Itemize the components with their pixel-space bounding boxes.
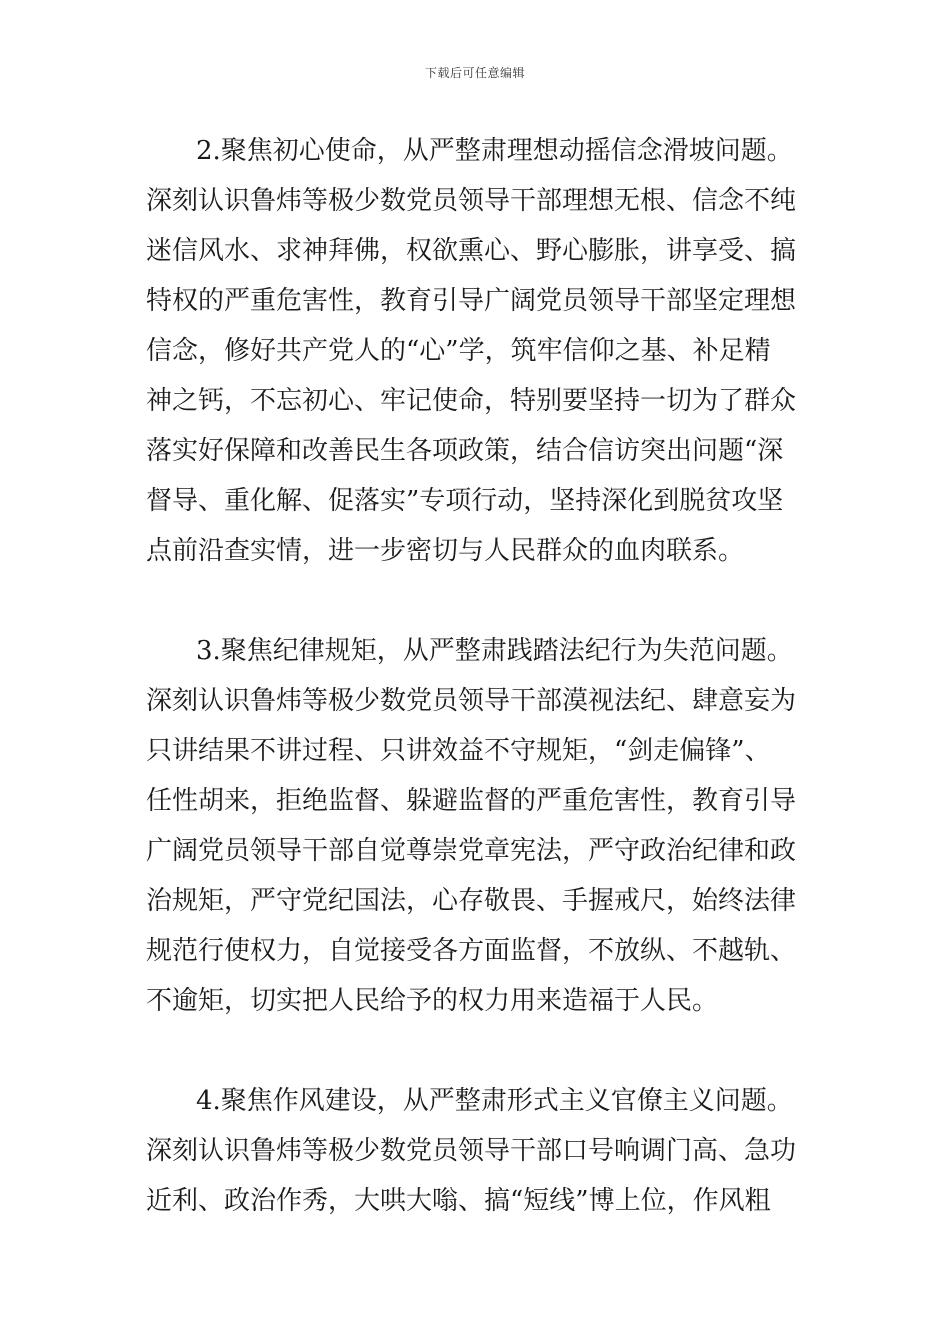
page-header: 下载后可任意编辑 bbox=[424, 66, 525, 80]
paragraph-line: 规范行使权力，自觉接受各方面监督，不放纵、不越轨、 bbox=[146, 936, 797, 966]
paragraph-line: 落实好保障和改善民生各项政策，结合信访突出问题“深 bbox=[146, 436, 784, 466]
paragraph-line: 神之钙，不忘初心、牢记使命，特别要坚持一切为了群众 bbox=[146, 386, 797, 416]
paragraph-line: 3.聚焦纪律规矩，从严整肃践踏法纪行为失范问题。 bbox=[196, 636, 793, 666]
paragraph-line: 任性胡来，拒绝监督、躲避监督的严重危害性，教育引导 bbox=[146, 786, 797, 816]
paragraph-line: 不逾矩，切实把人民给予的权力用来造福于人民。 bbox=[146, 986, 719, 1016]
paragraph-line: 深刻认识鲁炜等极少数党员领导干部理想无根、信念不纯 bbox=[146, 186, 797, 216]
paragraph-line: 特权的严重危害性，教育引导广阔党员领导干部坚定理想 bbox=[146, 286, 797, 316]
paragraph-line: 迷信风水、求神拜佛，权欲熏心、野心膨胀，讲享受、搞 bbox=[146, 236, 797, 266]
paragraph-line: 点前沿查实情，进一步密切与人民群众的血肉联系。 bbox=[146, 536, 745, 566]
paragraph-line: 督导、重化解、促落实”专项行动，坚持深化到脱贫攻坚 bbox=[146, 486, 784, 516]
paragraph-line: 只讲结果不讲过程、只讲效益不守规矩，“剑走偏锋”、 bbox=[146, 736, 771, 766]
paragraph-line: 信念，修好共产党人的“心”学，筑牢信仰之基、补足精 bbox=[146, 336, 771, 366]
paragraph-line: 广阔党员领导干部自觉尊崇党章宪法，严守政治纪律和政 bbox=[146, 836, 797, 866]
paragraph-line: 4.聚焦作风建设，从严整肃形式主义官僚主义问题。 bbox=[196, 1086, 793, 1116]
paragraph-line: 深刻认识鲁炜等极少数党员领导干部漠视法纪、肆意妄为 bbox=[146, 686, 797, 716]
paragraph-line: 治规矩，严守党纪国法，心存敬畏、手握戒尺，始终法律 bbox=[146, 886, 797, 916]
paragraph-line: 近利、政治作秀，大哄大嗡、搞“短线”博上位，作风粗 bbox=[146, 1186, 771, 1216]
paragraph-line: 2.聚焦初心使命，从严整肃理想动摇信念滑坡问题。 bbox=[196, 136, 793, 166]
paragraph-line: 深刻认识鲁炜等极少数党员领导干部口号响调门高、急功 bbox=[146, 1136, 797, 1166]
